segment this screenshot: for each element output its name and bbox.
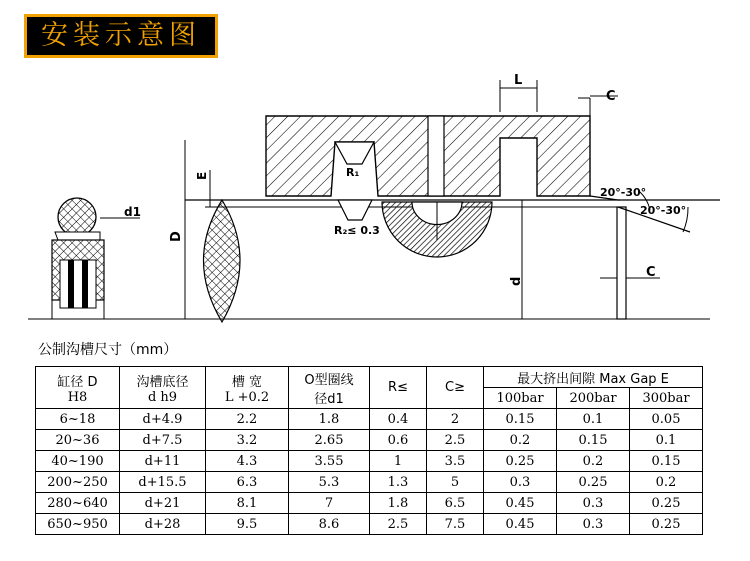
header-r: R≤ — [370, 367, 427, 409]
housing-block — [266, 116, 590, 196]
table-cell: 0.45 — [484, 493, 557, 514]
label-angle-2: 20°-30° — [640, 204, 687, 217]
label-L: L — [514, 73, 523, 88]
label-D: D — [169, 231, 184, 242]
table-cell: 0.6 — [370, 430, 427, 451]
table-cell: 3.55 — [289, 451, 370, 472]
table-cell: 20~36 — [36, 430, 120, 451]
label-angle-1: 20°-30° — [600, 186, 647, 199]
table-cell: 8.6 — [289, 514, 370, 535]
table-cell: 6.3 — [206, 472, 289, 493]
seal-section — [382, 202, 492, 257]
table-cell: d+21 — [120, 493, 206, 514]
installation-drawing — [0, 60, 750, 330]
table-cell: 280~640 — [36, 493, 120, 514]
piston-lens — [204, 200, 241, 322]
table-cell: 0.15 — [557, 430, 630, 451]
table-cell: 0.25 — [630, 493, 703, 514]
table-cell: d+4.9 — [120, 409, 206, 430]
label-C-top: C — [606, 89, 616, 104]
table-cell: 0.2 — [557, 451, 630, 472]
table-cell: 5 — [427, 472, 484, 493]
table-cell: 2.2 — [206, 409, 289, 430]
table-cell: 2.5 — [427, 430, 484, 451]
table-cell: 3.2 — [206, 430, 289, 451]
diagram-title: 安装示意图 — [24, 14, 218, 58]
table-cell: 0.25 — [557, 472, 630, 493]
table-cell: 0.45 — [484, 514, 557, 535]
label-C-bottom: C — [646, 265, 656, 280]
table-cell: 0.3 — [557, 493, 630, 514]
header-c: C≥ — [427, 367, 484, 409]
table-cell: d+28 — [120, 514, 206, 535]
header-groove: 沟槽底径 d h9 — [120, 367, 206, 409]
oring-detail — [52, 198, 104, 319]
seal-groove — [335, 142, 374, 220]
table-cell: 0.25 — [484, 451, 557, 472]
table-cell: 1 — [370, 451, 427, 472]
label-R1: R₁ — [346, 166, 360, 179]
table-cell: 0.05 — [630, 409, 703, 430]
header-bore: 缸径 D H8 — [36, 367, 120, 409]
table-row — [36, 430, 703, 451]
table-cell: 40~190 — [36, 451, 120, 472]
table-cell: 2 — [427, 409, 484, 430]
table-cell: 0.15 — [630, 451, 703, 472]
table-header-row — [36, 367, 703, 388]
label-d: d — [509, 276, 524, 286]
table-cell: 1.8 — [370, 493, 427, 514]
header-gap: 最大挤出间隙 Max Gap E — [484, 367, 703, 388]
table-cell: 0.4 — [370, 409, 427, 430]
table-cell: 8.1 — [206, 493, 289, 514]
label-d1: d1 — [124, 205, 141, 219]
header-gap-300: 300bar — [630, 388, 703, 409]
header-oring: O型圈线 径d1 — [289, 367, 370, 409]
table-row — [36, 472, 703, 493]
table-cell: 3.5 — [427, 451, 484, 472]
table-cell: 1.3 — [370, 472, 427, 493]
table-cell: 200~250 — [36, 472, 120, 493]
dimension-table — [35, 366, 703, 535]
table-cell: 4.3 — [206, 451, 289, 472]
table-cell: d+7.5 — [120, 430, 206, 451]
table-cell: 5.3 — [289, 472, 370, 493]
table-cell: 0.15 — [484, 409, 557, 430]
table-cell: 7.5 — [427, 514, 484, 535]
header-width: 槽 宽 L +0.2 — [206, 367, 289, 409]
header-gap-200: 200bar — [557, 388, 630, 409]
table-cell: d+11 — [120, 451, 206, 472]
table-cell: 650~950 — [36, 514, 120, 535]
table-cell: 6~18 — [36, 409, 120, 430]
label-E: E — [195, 171, 209, 180]
table-cell: 2.65 — [289, 430, 370, 451]
table-row — [36, 409, 703, 430]
header-gap-100: 100bar — [484, 388, 557, 409]
table-cell: 0.1 — [630, 430, 703, 451]
table-cell: 7 — [289, 493, 370, 514]
table-row — [36, 493, 703, 514]
table-cell: d+15.5 — [120, 472, 206, 493]
table-cell: 1.8 — [289, 409, 370, 430]
table-row — [36, 514, 703, 535]
table-title: 公制沟槽尺寸（mm） — [38, 342, 178, 358]
table-cell: 2.5 — [370, 514, 427, 535]
table-cell: 0.3 — [557, 514, 630, 535]
table-cell: 9.5 — [206, 514, 289, 535]
table-cell: 0.1 — [557, 409, 630, 430]
table-row — [36, 451, 703, 472]
label-R2: R₂≤ 0.3 — [334, 224, 380, 237]
table-cell: 6.5 — [427, 493, 484, 514]
table-cell: 0.2 — [630, 472, 703, 493]
table-cell: 0.25 — [630, 514, 703, 535]
table-cell: 0.2 — [484, 430, 557, 451]
table-cell: 0.3 — [484, 472, 557, 493]
